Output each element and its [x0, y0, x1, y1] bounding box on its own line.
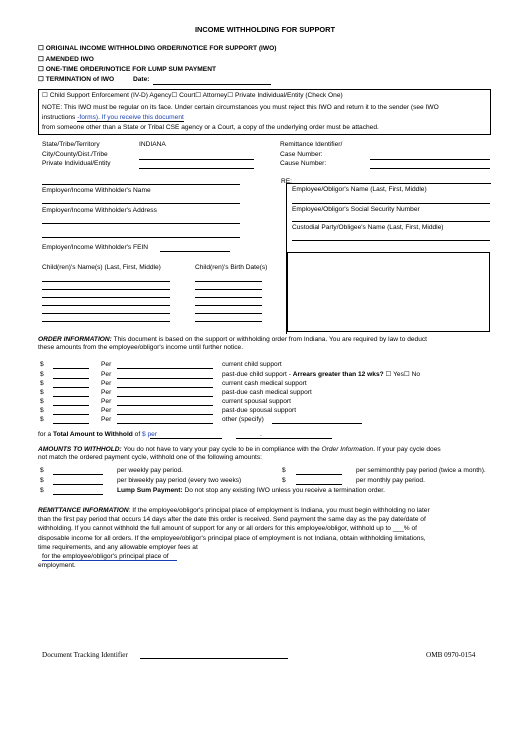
custodial-party-field[interactable]	[292, 240, 490, 241]
obligor-ssn-field[interactable]	[292, 221, 490, 222]
order-row-label: past-due cash medical support	[222, 389, 312, 396]
state-label: State/Tribe/Territory	[42, 141, 100, 148]
per-label: Per	[101, 371, 112, 378]
arrears-no-option[interactable]: No	[411, 371, 421, 378]
option-one-time[interactable]: ☐ ONE-TIME ORDER/NOTICE FOR LUMP SUM PAYMENT	[38, 66, 216, 73]
total-amount-field[interactable]	[150, 438, 222, 439]
checkbox-icon[interactable]: ☐	[38, 56, 44, 63]
obligor-address-box[interactable]	[287, 252, 490, 332]
period-field[interactable]	[117, 368, 213, 369]
date-field[interactable]	[153, 84, 271, 85]
case-number-label: Case Number:	[280, 151, 323, 158]
date-label: Date:	[133, 76, 150, 83]
amounts-heading: AMOUNTS TO WITHHOLD:	[38, 446, 122, 453]
biweekly-amount-field[interactable]	[53, 484, 103, 485]
total-period-field[interactable]	[236, 438, 332, 439]
agency-options[interactable]: ☐ Child Support Enforcement (IV-D) Agency☐ Court☐ Attorney☐ Private Individual/Entity (Check One)	[42, 92, 343, 99]
option-termination[interactable]: ☐ TERMINATION of IWO	[38, 76, 115, 83]
page-title: INCOME WITHHOLDING FOR SUPPORT	[194, 25, 335, 34]
checkbox-icon[interactable]: ☐	[38, 66, 44, 73]
amounts-paragraph: AMOUNTS TO WITHHOLD: You do not have to vary your pay cycle to be in compliance with the Order Information. If your pay cycle does not match the ordered payment cycle, withhold one of the following amounts:	[38, 446, 441, 462]
employer-address-field-1[interactable]	[42, 223, 240, 224]
period-field[interactable]	[117, 378, 213, 379]
order-row-label: current child support	[222, 361, 282, 368]
obligor-name-label: Employee/Obligor's Name (Last, First, Middle)	[292, 186, 427, 193]
obligor-name-field[interactable]	[292, 203, 490, 204]
currency-symbol: $	[40, 398, 44, 405]
private-label: Private Individual/Entity	[42, 160, 111, 167]
per-label: Per	[101, 380, 112, 387]
custodial-party-label: Custodial Party/Obligee's Name (Last, First, Middle)	[292, 224, 444, 231]
state-value: INDIANA	[139, 141, 166, 148]
lump-sum-line: Lump Sum Payment: Do not stop any existing IWO unless you receive a termination order.	[117, 487, 385, 494]
employer-name-label: Employer/Income Withholder's Name	[42, 187, 151, 194]
employer-address-label: Employer/Income Withholder's Address	[42, 207, 157, 214]
currency-symbol: $	[40, 371, 44, 378]
period-field[interactable]	[117, 405, 213, 406]
cause-number-label: Cause Number:	[280, 160, 327, 167]
order-row-label: past-due child support - Arrears greater than 12 wks? ☐ Yes☐ No	[222, 371, 421, 378]
order-info-heading: ORDER INFORMATION:	[38, 336, 112, 343]
currency-symbol: $	[40, 407, 44, 414]
order-row-label: current cash medical support	[222, 380, 307, 387]
semimonthly-amount-field[interactable]	[296, 474, 342, 475]
option-original[interactable]: ☐ ORIGINAL INCOME WITHHOLDING ORDER/NOTICE FOR SUPPORT (IWO)	[38, 45, 277, 52]
child-name-field[interactable]	[42, 281, 170, 282]
amount-field[interactable]	[53, 405, 89, 406]
remittance-paragraph: REMITTANCE INFORMATION: If the employee/obligor's principal place of employment is Indiana, you must begin withholding no later than the first pay period that occurs 14 days after the date this order is received. Send payment the same day as the pay date/date of withholding. If you cannot withhold the full amount of support for any or all orders for this employee/obligor, withhold up to ___% of disposable income for all orders. If the employee/obligor's principal place of employment is not Indiana, obtain withholding limitations, time requirements, and any allowable employer fees at for the employee/obligor's principal place of employment.	[38, 507, 430, 570]
city-field[interactable]	[139, 159, 254, 160]
employer-name-field[interactable]	[42, 203, 240, 204]
period-field[interactable]	[117, 387, 213, 388]
child-birth-field[interactable]	[195, 281, 262, 282]
per-label: Per	[101, 389, 112, 396]
obligor-ssn-label: Employee/Obligor's Social Security Number	[292, 206, 420, 213]
other-specify-field[interactable]	[272, 423, 362, 424]
children-names-label: Child(ren)'s Name(s) (Last, First, Middle)	[42, 264, 161, 271]
period-field[interactable]	[117, 414, 213, 415]
cause-number-field[interactable]	[370, 168, 490, 169]
child-name-field[interactable]	[42, 313, 170, 314]
per-label: Per	[101, 398, 112, 405]
note-line-1: NOTE: This IWO must be regular on its face. Under certain circumstances you must reject this IWO and return it to the sender (see IWO	[42, 104, 439, 111]
child-name-field[interactable]	[42, 297, 170, 298]
amount-field[interactable]	[53, 368, 89, 369]
biweekly-label: per biweekly pay period (every two weeks)	[117, 477, 242, 484]
children-birth-label: Child(ren)'s Birth Date(s)	[195, 264, 268, 271]
weekly-amount-field[interactable]	[53, 474, 103, 475]
currency-symbol: $	[40, 361, 44, 368]
amount-field[interactable]	[53, 423, 89, 424]
currency-symbol: $	[282, 467, 286, 474]
note-line-2: instructions -forms). If you receive this document	[42, 114, 184, 121]
currency-symbol: $	[40, 380, 44, 387]
note-line-3: from someone other than a State or Tribal CSE agency or a Court, a copy of the underlying order must be attached.	[42, 124, 379, 131]
employer-fein-field[interactable]	[160, 251, 230, 252]
child-birth-field[interactable]	[195, 305, 262, 306]
per-label: Per	[101, 361, 112, 368]
amount-field[interactable]	[53, 378, 89, 379]
amount-field[interactable]	[53, 387, 89, 388]
order-row-label: past-due spousal support	[222, 407, 297, 414]
currency-symbol: $	[40, 389, 44, 396]
instructions-link[interactable]: -forms). If you receive this document	[77, 114, 184, 121]
per-label: Per	[101, 407, 112, 414]
remittance-heading: REMITTANCE INFORMATION	[38, 507, 129, 514]
private-field[interactable]	[139, 168, 254, 169]
total-dot: .	[260, 431, 262, 438]
period-field[interactable]	[117, 396, 213, 397]
tracking-label: Document Tracking Identifier	[42, 651, 128, 659]
child-name-field[interactable]	[42, 321, 170, 322]
currency-symbol: $	[40, 487, 44, 494]
child-birth-field[interactable]	[195, 289, 262, 290]
arrears-yes-option[interactable]: ☐ Yes☐	[385, 371, 410, 378]
currency-symbol: $	[40, 467, 44, 474]
employer-fees-link[interactable]: for the employee/obligor's principal place of	[42, 553, 177, 561]
child-name-field[interactable]	[42, 305, 170, 306]
total-label: Total Amount to Withhold	[53, 431, 133, 438]
amount-field[interactable]	[53, 414, 89, 415]
semimonthly-label: per semimonthly pay period (twice a month).	[356, 467, 486, 474]
monthly-label: per monthly pay period.	[356, 477, 425, 484]
employer-fein-label: Employer/Income Withholder's FEIN	[42, 244, 149, 251]
checkbox-icon[interactable]: ☐	[38, 45, 44, 52]
employer-top-line[interactable]	[42, 184, 240, 185]
weekly-label: per weekly pay period.	[117, 467, 183, 474]
per-label: Per	[101, 416, 112, 423]
case-number-field[interactable]	[370, 159, 490, 160]
amount-field[interactable]	[53, 396, 89, 397]
period-field[interactable]	[117, 423, 213, 424]
arrears-question: Arrears greater than 12 wks?	[292, 371, 384, 378]
lump-sum-amount-field[interactable]	[53, 494, 103, 495]
monthly-amount-field[interactable]	[296, 484, 342, 485]
tracking-field[interactable]	[140, 658, 288, 659]
option-amended[interactable]: ☐ AMENDED IWO	[38, 56, 94, 63]
currency-symbol: $	[40, 477, 44, 484]
order-info-paragraph: ORDER INFORMATION: This document is based on the support or withholding order from Indiana. You are required by law to deduct these amounts from the employee/obligor's income until further notice.	[38, 336, 427, 352]
re-label: RE:	[281, 178, 292, 185]
child-name-field[interactable]	[42, 289, 170, 290]
child-birth-field[interactable]	[195, 297, 262, 298]
total-line: for a Total Amount to Withhold of $ per	[38, 431, 158, 438]
omb-number: OMB 0970-0154	[426, 651, 476, 659]
employer-address-field-2[interactable]	[42, 237, 240, 238]
child-birth-field[interactable]	[195, 321, 262, 322]
checkbox-icon[interactable]: ☐	[38, 76, 44, 83]
order-row-label: current spousal support	[222, 398, 291, 405]
currency-symbol: $	[282, 477, 286, 484]
currency-symbol: $	[40, 416, 44, 423]
order-row-label: other (specify)	[222, 416, 264, 423]
remittance-identifier-label: Remittance Identifier/	[280, 141, 343, 148]
city-label: City/County/Dist./Tribe	[42, 151, 108, 158]
child-birth-field[interactable]	[195, 313, 262, 314]
